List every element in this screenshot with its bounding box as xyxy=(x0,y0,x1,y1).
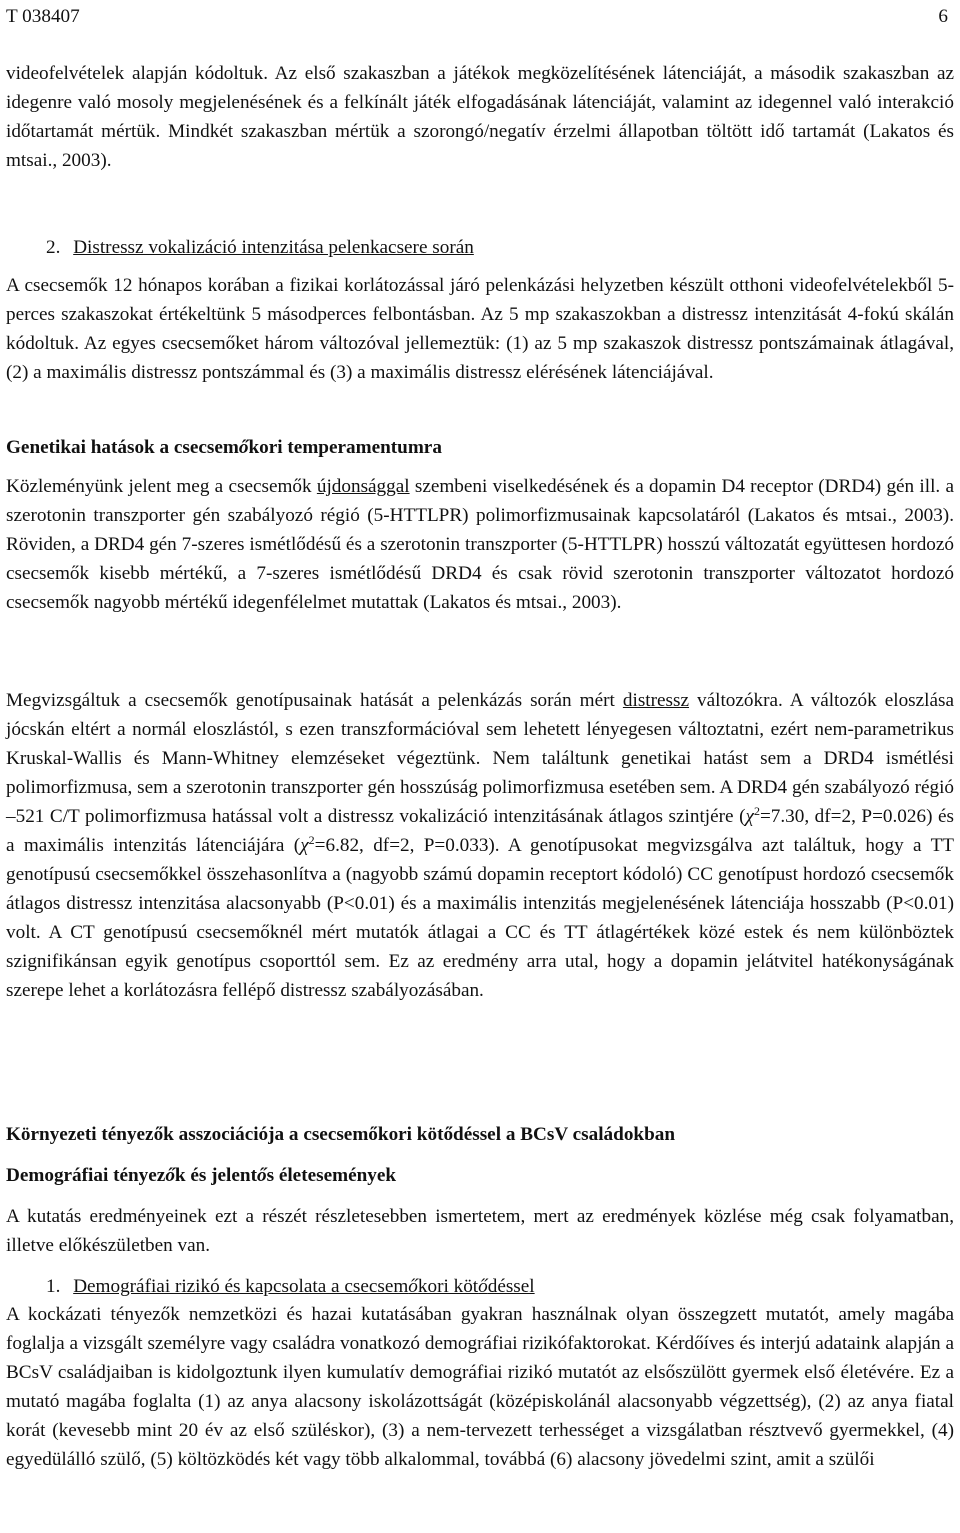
paragraph-genotype-results xyxy=(6,686,954,1005)
subheading-distress xyxy=(46,233,946,262)
paragraph-coding xyxy=(6,59,954,175)
paragraph-text: videofelvételek alapján kódoltuk. Az első szakaszban a játékok megközelítésének látenciáját, a második szakaszban az idegenre való mosoly megjelenésének és a felkínált játék elfogadásának látenciáját, valamint az idegennel való interakció időtartamát mértük. Mindkét szakaszban mértük a szorongó/negatív érzelmi állapotban töltött idő tartamát (Lakatos és mtsai., 2003). xyxy=(6,63,954,171)
subheading-text: Distressz vokalizáció intenzitása pelenkacsere során xyxy=(73,237,474,258)
heading-text: Genetikai hatások a csecsem xyxy=(6,437,239,458)
superscript: 2 xyxy=(753,804,760,818)
paragraph-text: Közleményünk jelent meg a csecsemők újdonsággal szembeni viselkedésének és a dopamin D4 receptor (DRD4) gén ill. a szerotonin transzporter gén szabályozó régió (5-HTTLPR) polimorfizmusainak kapcsolatáról (Lakatos és mtsai., 2003). Röviden, a DRD4 gén 7-szeres ismétlődésű és a szerotonin transzporter (5-HTTLPR) hosszú változatát együttesen hordozó csecsemők kisebb mértékű, a 7-szeres ismétlődésű DRD4 és csak rövid szerotonin transzporter változatot hordozó csecsemők nagyobb mértékű idegenfélelmet mutattak (Lakatos és mtsai., 2003). xyxy=(6,476,954,613)
page-header xyxy=(6,2,954,28)
paragraph-distress-method xyxy=(6,271,954,387)
paragraph-text: A kockázati tényezők nemzetközi és hazai kutatásában gyakran használnak olyan összegzett mutatót, amely magába foglalja a vizsgált személyre vagy családra vonatkozó demográfiai rizikófaktorokat. Kérdőíves és interjú adataink alapján a BCsV családjaiban is kidolgoztunk ilyen kumulatív demográfiai rizikó mutatót az elsőszülött gyermek első életévére. Ez a mutató magába foglalta (1) az anya alacsony iskolázottságát (középiskolánál alacsonyabb végzettség), (2) az anya fiatal korát (kevesebb mint 20 év az első szüléskor), (3) a nem-tervezett terhességet a vizsgálatban résztvevő gyermekkel, (4) egyedülálló szülő, (5) költözködés két vagy több alkalommal, továbbá (6) alacsony jövedelmi szint, amit a szülői xyxy=(6,1304,954,1470)
paragraph-publication xyxy=(6,472,954,617)
paragraph-text: A csecsemők 12 hónapos korában a fizikai korlátozással járó pelenkázási helyzetben készült otthoni videofelvételekből 5-perces szakaszokat értékeltünk 5 másodperces felbontásban. Az 5 mp szakaszokban a distressz intenzitását 4-fokú skálán kódoltuk. Az egyes csecsemőket három változóval jellemeztük: (1) az 5 mp szakaszok distressz pontszámainak átlagával, (2) a maximális distressz pontszámmal és (3) a maximális distressz elérésének látenciájával. xyxy=(6,275,954,383)
subheading-number: 2. xyxy=(46,237,61,258)
subheading-text: Demográfiai rizikó és kapcsolata a csecsemőkori kötődéssel xyxy=(73,1276,535,1297)
underlined-term: distressz xyxy=(622,690,689,711)
heading-text: Környezeti tényezők asszociációja a csecsemőkori kötődéssel a BCsV családokban xyxy=(6,1124,676,1145)
superscript: 2 xyxy=(308,833,315,847)
heading-text-italic: ő xyxy=(238,437,249,458)
paragraph-text: Megvizsgáltuk a csecsemők genotípusainak hatását a pelenkázás során mért distressz változókra. A változók eloszlása jócskán eltért a normál eloszlástól, s ezen transzformációval sem lehetett lényegesen változtatni, ezért nem-parametrikus Kruskal-Wallis és Mann-Whitney elemzéseket végeztünk. Nem találtunk genetikai hatást sem a DRD4 ismétlési polimorfizmusa, sem a szerotonin transzporter gén hosszúság polimorfizmusa esetében sem. A DRD4 gén szabályozó régió –521 C/T polimorfizmusa hatással volt a distressz vokalizáció intenzitásának átlagos szintjére ($\chi^2=7.30$, df=2, P=0.026) és a maximális intenzitás látenciájára ($\chi^2=6.82$, df=2, P=0.033). A genotípusokat megvizsgálva azt találtuk, hogy a TT genotípusú csecsemőkkel összehasonlítva a (nagyobb számú dopamin receptort kódoló) CC genotípust hordozó csecsemők átlagos distressz intenzitása alacsonyabb (P<0.01) és a maximális intenzitás megjelenésének látenciája hosszabb (P<0.01) volt. A CT genotípusú csecsemőknél mért mutatók átlagai a CC és TT átlagértékek közé estek és nem különböztek szignifikánsan egyik genotípus csoporttól sem. Ez az eredmény arra utal, hogy a dopamin jelátvitel hatékonyságának szerepe lehet a korlátozásra fellépő distressz szabályozásában. xyxy=(6,690,955,1001)
page-number: 6 xyxy=(938,6,948,27)
heading-text: kori temperamentumra xyxy=(248,437,442,458)
paragraph-risk-index xyxy=(6,1300,954,1474)
heading-genetic-effects xyxy=(6,433,954,462)
subheading-demographic-risk xyxy=(46,1272,946,1301)
paragraph-research-note xyxy=(6,1202,954,1260)
subheading-number: 1. xyxy=(46,1276,61,1297)
paragraph-text: A kutatás eredményeinek ezt a részét részletesebben ismertetem, mert az eredmények közlése még csak folyamatban, illetve előkészületben van. xyxy=(6,1206,954,1256)
chi-symbol: χ xyxy=(745,806,754,827)
underlined-term: újdonsággal xyxy=(316,476,410,497)
chi-symbol: χ xyxy=(300,835,309,856)
heading-demographic-factors: Demográfiai tényezők és jelentős életesemények xyxy=(6,1165,397,1186)
document-id: T 038407 xyxy=(6,6,80,27)
heading-environmental-factors xyxy=(6,1120,954,1149)
